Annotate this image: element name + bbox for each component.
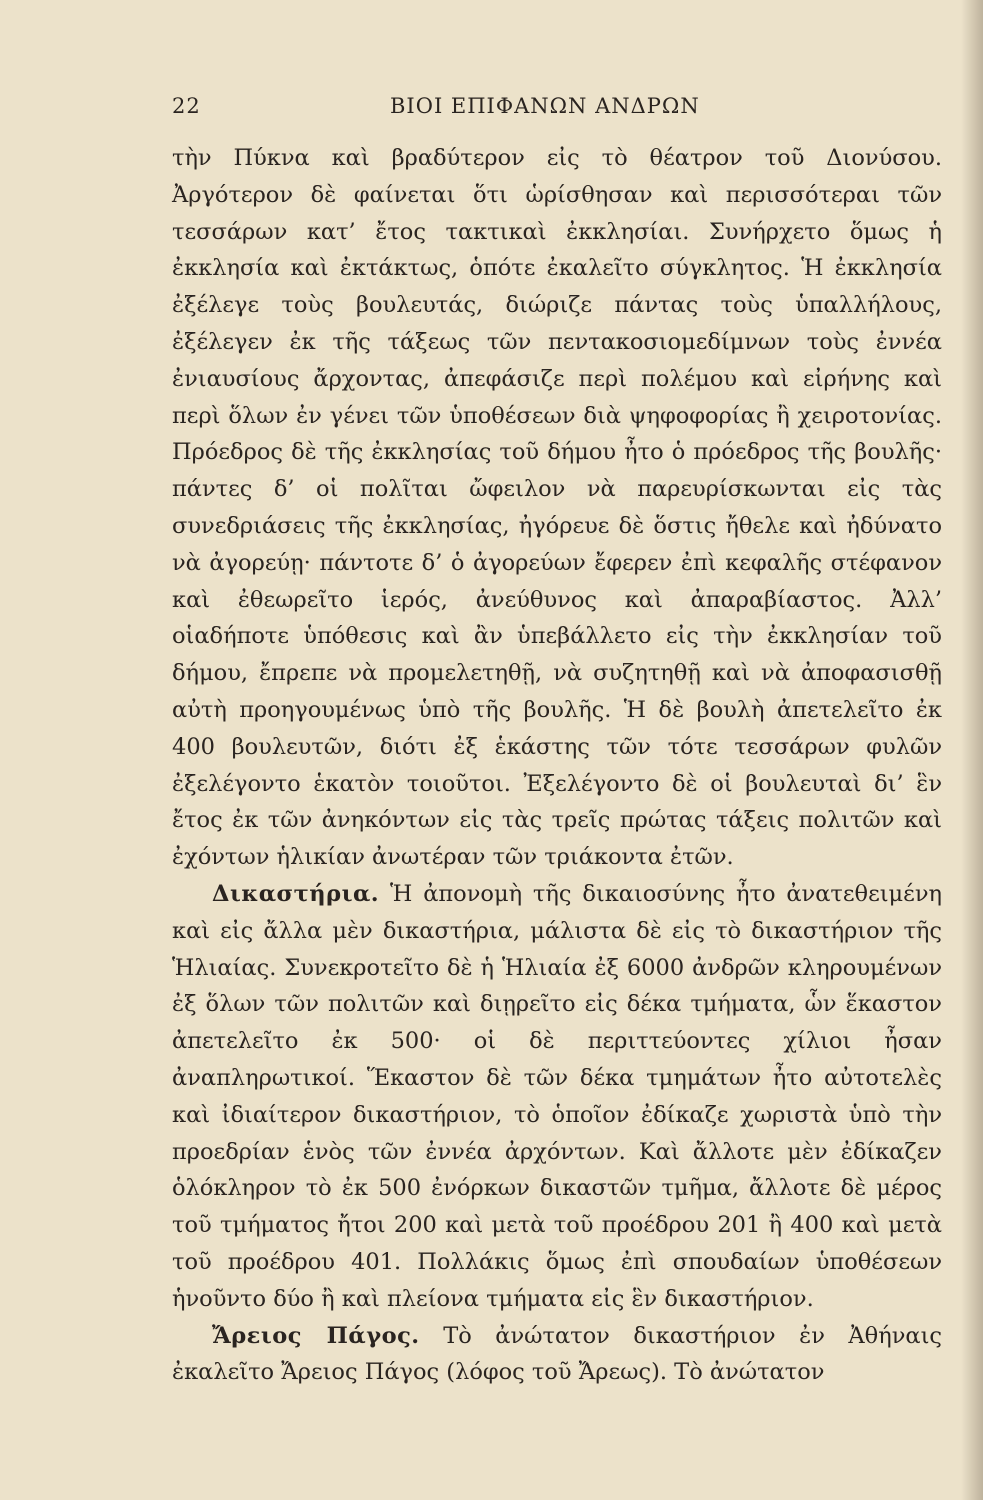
paragraph-text: τὴν Πύκνα καὶ βραδύτερον εἰς τὸ θέατρον τοῦ Διονύσου. Ἀργότερον δὲ φαίνεται ὅτι ὡρίσθησαν καὶ περισσότεραι τῶν τεσσάρων κατ’ ἔτος τακτικαὶ ἐκκλησίαι. Συνήρχετο ὅμως ἡ ἐκκλησία καὶ ἐκτάκτως, ὁπότε ἐκαλεῖτο σύγκλητος. Ἡ ἐκκλησία ἐξέλεγε τοὺς βουλευτάς, διώριζε πάντας τοὺς ὑπαλλήλους, ἐξέλεγεν ἐκ τῆς τάξεως τῶν πεντακοσιομεδίμνων τοὺς ἐννέα ἐνιαυσίους ἄρχοντας, ἀπεφάσιζε περὶ πολέμου καὶ εἰρήνης καὶ περὶ ὅλων ἐν γένει τῶν ὑποθέσεων διὰ ψηφοφορίας ἢ χειροτονίας. Πρόεδρος δὲ τῆς ἐκκλησίας τοῦ δήμου ἦτο ὁ πρόεδρος τῆς βουλῆς· πάντες δ’ οἱ πολῖται ὤφειλον νὰ παρευρίσκωνται εἰς τὰς συνεδριάσεις τῆς ἐκκλησίας, ἠγόρευε δὲ ὅστις ἤθελε καὶ ἠδύνατο νὰ ἀγορεύῃ· πάντοτε δ’ ὁ ἀγορεύων ἔφερεν ἐπὶ κεφαλῆς στέφανον καὶ ἐθεωρεῖτο ἱερός, ἀνεύθυνος καὶ ἀπαραβίαστος. Ἀλλ’ οἱαδήποτε ὑπόθεσις καὶ ἂν ὑπεβάλλετο εἰς τὴν ἐκκλησίαν τοῦ δήμου, ἔπρεπε νὰ προμελετηθῇ, νὰ συζητηθῇ καὶ νὰ ἀποφασισθῇ αὐτὴ προηγουμένως ὑπὸ τῆς βουλῆς. Ἡ δὲ βουλὴ ἀπετελεῖτο ἐκ 400 βουλευτῶν, διότι ἐξ ἑκάστης τῶν τότε τεσσάρων φυλῶν ἐξελέγοντο ἑκατὸν τοιοῦτοι. Ἐξελέγοντο δὲ οἱ βουλευταὶ δι’ ἓν ἔτος ἐκ τῶν ἀνηκόντων εἰς τὰς τρεῖς πρώτας τάξεις πολιτῶν καὶ ἐχόντων ἡλικίαν ἀνωτέραν τῶν τριάκοντα ἐτῶν.	[172, 145, 942, 871]
running-title: ΒΙΟΙ ΕΠΙΦΑΝΩΝ ΑΝΔΡΩΝ	[390, 94, 700, 118]
paragraph-text: Τὸ ἀνώτατον δικαστήριον ἐν Ἀθήναις ἐκαλεῖτο Ἄρειος Πάγος (λόφος τοῦ Ἄρεως). Τὸ ἀνώτατον	[172, 1322, 942, 1386]
paragraph-text: Ἡ ἀπονομὴ τῆς δικαιοσύνης ἦτο ἀνατεθειμένη καὶ εἰς ἄλλα μὲν δικαστήρια, μάλιστα δὲ εἰς τὸ δικαστήριον τῆς Ἡλιαίας. Συνεκροτεῖτο δὲ ἡ Ἡλιαία ἐξ 6000 ἀνδρῶν κληρουμένων ἐξ ὅλων τῶν πολιτῶν καὶ διῃρεῖτο εἰς δέκα τμήματα, ὧν ἕκαστον ἀπετελεῖτο ἐκ 500· οἱ δὲ περιττεύοντες χίλιοι ἦσαν ἀναπληρωτικοί. Ἕκαστον δὲ τῶν δέκα τμημάτων ἦτο αὐτοτελὲς καὶ ἰδιαίτερον δικαστήριον, τὸ ὁποῖον ἐδίκαζε χωριστὰ ὑπὸ τὴν προεδρίαν ἑνὸς τῶν ἐννέα ἀρχόντων. Καὶ ἄλλοτε μὲν ἐδίκαζεν ὁλόκληρον τὸ ἐκ 500 ἐνόρκων δικαστῶν τμῆμα, ἄλλοτε δὲ μέρος τοῦ τμήματος ἤτοι 200 καὶ μετὰ τοῦ προέδρου 201 ἢ 400 καὶ μετὰ τοῦ προέδρου 401. Πολλάκις ὅμως ἐπὶ σπουδαίων ὑποθέσεων ἡνοῦντο δύο ἢ καὶ πλείονα τμήματα εἰς ἓν δικαστήριον.	[172, 880, 942, 1312]
paragraph-ekklesia	[172, 140, 942, 876]
paragraph-dikasteria	[172, 876, 942, 1318]
body-text	[172, 140, 942, 1391]
section-heading-areios-pagos: Ἄρειος Πάγος.	[212, 1322, 420, 1349]
page-spine-shadow	[961, 0, 983, 1500]
paragraph-areios-pagos	[172, 1318, 942, 1392]
section-heading-dikasteria: Δικαστήρια.	[212, 880, 380, 907]
page-number: 22	[172, 94, 201, 118]
running-header	[172, 94, 942, 124]
